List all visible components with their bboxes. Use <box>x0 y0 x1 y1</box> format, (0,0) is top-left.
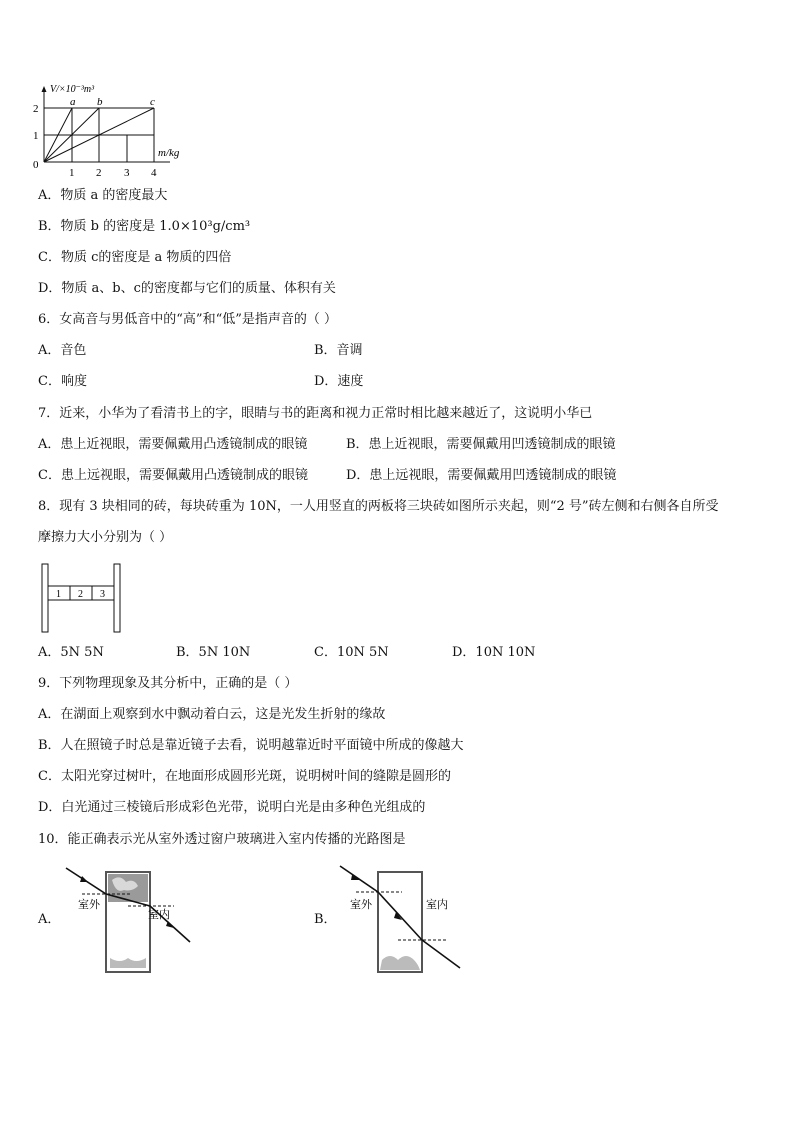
q8-stem: 8．现有 3 块相同的砖，每块砖重为 10N，一人用竖直的两板将三块砖如图所示夹起，则“2 号”砖左侧和右侧各自所受 <box>38 499 719 514</box>
line-label-c: c <box>150 96 155 108</box>
q5-option-a: A．物质 a 的密度最大 <box>38 188 168 203</box>
q9-stem: 9．下列物理现象及其分析中，正确的是（ ） <box>38 676 298 691</box>
brick-1-label: 1 <box>56 589 61 600</box>
q10-figure-a <box>62 862 202 978</box>
q8-option-b: B．5N 10N <box>176 645 251 660</box>
q10-figure-b <box>330 862 470 978</box>
q7-stem: 7．近来，小华为了看清书上的字，眼睛与书的距离和视力正常时相比越来越近了，这说明小华已 <box>38 406 593 421</box>
q10-a-inside-label: 室内 <box>148 909 170 921</box>
q8-option-d: D．10N 10N <box>452 645 536 660</box>
q10-stem: 10．能正确表示光从室外透过窗户玻璃进入室内传播的光路图是 <box>38 832 406 847</box>
q10-option-b-label: B． <box>314 912 337 927</box>
q10-b-inside-label: 室内 <box>426 899 448 911</box>
x-tick-4: 4 <box>151 167 157 179</box>
q7-option-a: A．患上近视眼，需要佩戴用凸透镜制成的眼镜 <box>38 437 308 452</box>
x-tick-3: 3 <box>124 167 130 179</box>
q5-option-c: C．物质 c的密度是 a 物质的四倍 <box>38 250 232 265</box>
q9-option-c: C．太阳光穿过树叶，在地面形成圆形光斑，说明树叶间的缝隙是圆形的 <box>38 769 451 784</box>
q9-option-a: A．在湖面上观察到水中飘动着白云，这是光发生折射的缘故 <box>38 707 386 722</box>
q7-option-c: C．患上远视眼，需要佩戴用凸透镜制成的眼镜 <box>38 468 308 483</box>
line-label-b: b <box>97 96 103 108</box>
x-tick-1: 1 <box>69 167 75 179</box>
density-graph <box>30 80 210 180</box>
brick-diagram <box>38 562 128 636</box>
y-tick-1: 1 <box>33 130 39 142</box>
y-axis-label: V/×10⁻³m³ <box>50 84 95 95</box>
q8-option-a: A．5N 5N <box>38 645 104 660</box>
q10-a-outside-label: 室外 <box>78 899 100 911</box>
q10-b-outside-label: 室外 <box>350 899 372 911</box>
q7-option-d: D．患上远视眼，需要佩戴用凹透镜制成的眼镜 <box>346 468 617 483</box>
brick-2-label: 2 <box>78 589 83 600</box>
line-label-a: a <box>70 96 76 108</box>
q10-option-a-label: A． <box>38 912 61 927</box>
q6-option-c: C．响度 <box>38 374 87 389</box>
q6-option-a: A．音色 <box>38 343 87 358</box>
q6-option-d: D．速度 <box>314 374 364 389</box>
q6-stem: 6．女高音与男低音中的“高”和“低”是指声音的（ ） <box>38 312 337 327</box>
q6-option-b: B．音调 <box>314 343 363 358</box>
brick-3-label: 3 <box>100 589 105 600</box>
q8-option-c: C．10N 5N <box>314 645 389 660</box>
q9-option-b: B．人在照镜子时总是靠近镜子去看，说明越靠近时平面镜中所成的像越大 <box>38 738 464 753</box>
q8-stem-continued: 摩擦力大小分别为（ ） <box>38 530 173 545</box>
origin-label: 0 <box>33 159 39 171</box>
q9-option-d: D．白光通过三棱镜后形成彩色光带，说明白光是由多种色光组成的 <box>38 800 426 815</box>
q5-option-d: D．物质 a、b、c的密度都与它们的质量、体积有关 <box>38 281 336 296</box>
y-tick-2: 2 <box>33 103 39 115</box>
x-tick-2: 2 <box>96 167 102 179</box>
x-axis-label: m/kg <box>158 147 180 159</box>
q5-option-b: B．物质 b 的密度是 1.0×10³g/cm³ <box>38 219 251 234</box>
q7-option-b: B．患上近视眼，需要佩戴用凹透镜制成的眼镜 <box>346 437 616 452</box>
